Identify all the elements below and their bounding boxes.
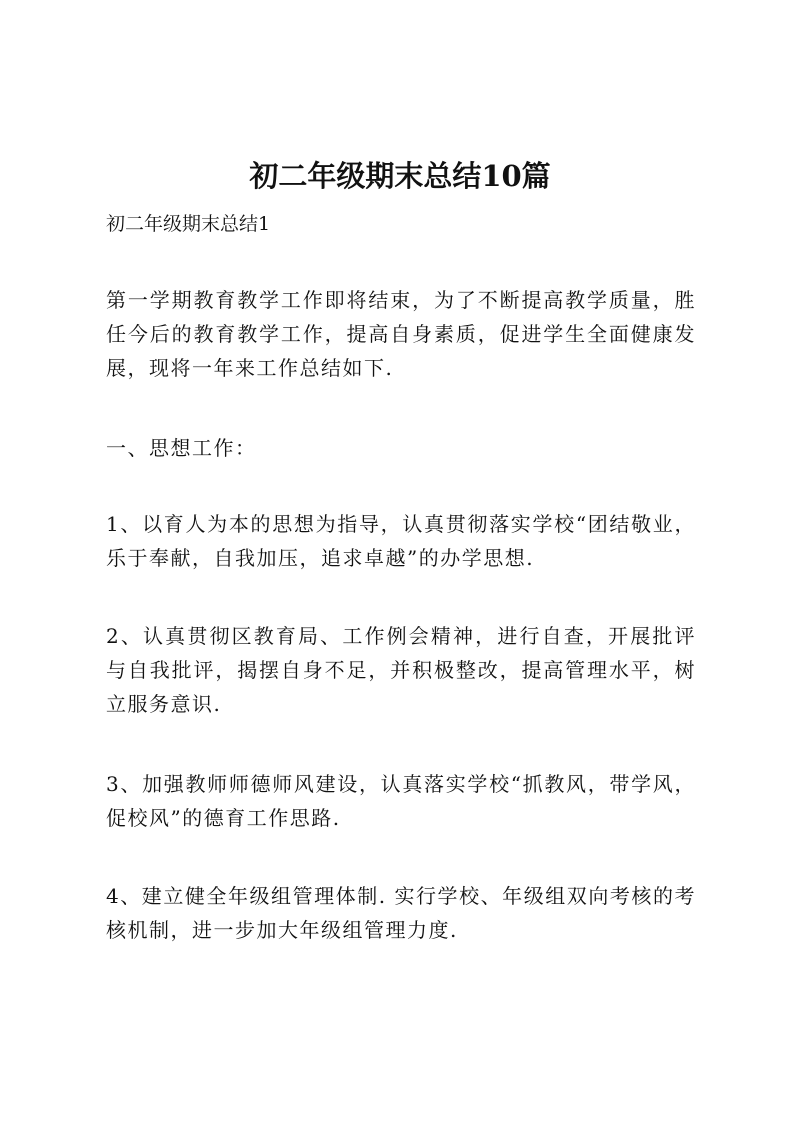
list-item: 4、建立健全年级组管理体制. 实行学校、年级组双向考核的考核机制，进一步加大年级组管理力度.: [106, 884, 696, 942]
intro-paragraph: 第一学期教育教学工作即将结束，为了不断提高教学质量，胜任今后的教育教学工作，提高自身素质，促进学生全面健康发展，现将一年来工作总结如下.: [106, 288, 696, 380]
list-item: 2、认真贯彻区教育局、工作例会精神，进行自查，开展批评与自我批评，揭摆自身不足，并积极整改，提高管理水平，树立服务意识.: [106, 624, 696, 716]
section-heading: 一、思想工作：: [106, 436, 257, 460]
list-item: 3、加强教师师德师风建设，认真落实学校“抓教风，带学风，促校风”的德育工作思路.: [106, 772, 696, 830]
document-subtitle: 初二年级期末总结1: [106, 213, 271, 235]
document-title: 初二年级期末总结10篇: [249, 159, 551, 193]
list-item: 1、以育人为本的思想为指导，认真贯彻落实学校“团结敬业，乐于奉献，自我加压，追求卓越”的办学思想.: [106, 512, 696, 570]
